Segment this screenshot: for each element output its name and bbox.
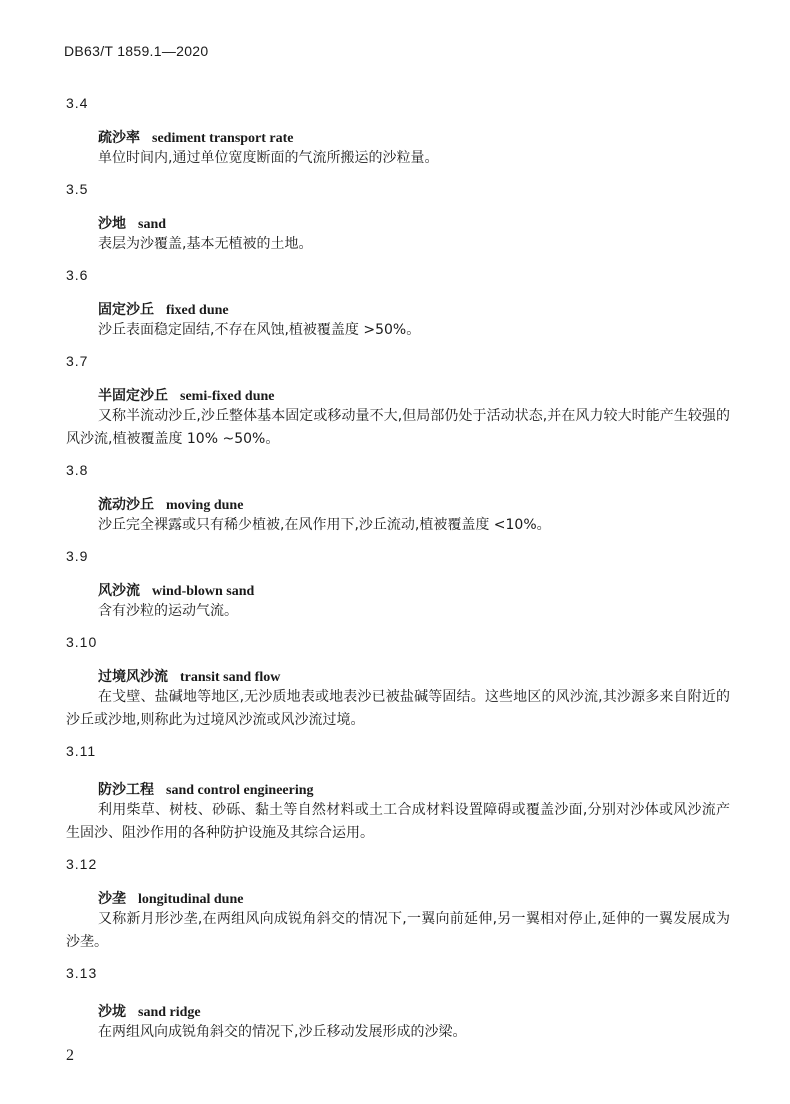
clause-number: 3.12 [66, 856, 98, 872]
term-en: moving dune [166, 498, 244, 513]
term-en: semi-fixed dune [180, 389, 275, 404]
term-en: longitudinal dune [138, 892, 244, 907]
term-zh: 防沙工程 [98, 782, 154, 798]
term-zh: 沙地 [98, 216, 126, 232]
term-en: transit sand flow [180, 670, 281, 685]
term-en: sand control engineering [166, 783, 314, 798]
term-definition: 又称新月形沙垄,在两组风向成锐角斜交的情况下,一翼向前延伸,另一翼相对停止,延伸的一翼发展成为沙垄。 [66, 911, 730, 950]
page-number: 2 [66, 1047, 74, 1064]
term-definition: 利用柴草、树枝、砂砾、黏土等自然材料或土工合成材料设置障碍或覆盖沙面,分别对沙体或风沙流产生固沙、阻沙作用的各种防护设施及其综合运用。 [66, 802, 730, 841]
term-definition: 沙丘完全裸露或只有稀少植被,在风作用下,沙丘流动,植被覆盖度 <10%。 [98, 517, 551, 533]
term-definition: 含有沙粒的运动气流。 [98, 603, 238, 619]
term-heading [98, 127, 294, 147]
term-definition: 在两组风向成锐角斜交的情况下,沙丘移动发展形成的沙梁。 [98, 1024, 467, 1040]
term-heading [98, 779, 314, 799]
term-zh: 固定沙丘 [98, 302, 154, 318]
term-zh: 沙垅 [98, 1004, 126, 1020]
term-heading [98, 213, 166, 233]
term-definition: 单位时间内,通过单位宽度断面的气流所搬运的沙粒量。 [98, 150, 439, 166]
term-en: wind-blown sand [152, 584, 255, 599]
term-en: sand ridge [138, 1005, 201, 1020]
term-en: fixed dune [166, 303, 229, 318]
clause-number: 3.11 [66, 743, 97, 759]
term-definition: 沙丘表面稳定固结,不存在风蚀,植被覆盖度 >50%。 [98, 322, 421, 338]
term-heading [98, 666, 280, 686]
term-zh: 沙垄 [98, 891, 126, 907]
clause-number: 3.13 [66, 965, 98, 981]
clause-number: 3.10 [66, 634, 98, 650]
term-en: sand [138, 217, 167, 232]
clause-number: 3.7 [66, 353, 89, 369]
term-zh: 流动沙丘 [98, 497, 154, 513]
term-zh: 半固定沙丘 [98, 388, 168, 404]
clause-number: 3.4 [66, 95, 89, 111]
term-definition: 表层为沙覆盖,基本无植被的土地。 [98, 236, 313, 252]
term-heading [98, 385, 275, 405]
clause-number: 3.5 [66, 181, 89, 197]
clause-number: 3.9 [66, 548, 89, 564]
term-en: sediment transport rate [152, 131, 294, 146]
standard-code: DB63/T 1859.1—2020 [64, 43, 209, 59]
term-definition: 又称半流动沙丘,沙丘整体基本固定或移动量不大,但局部仍处于活动状态,并在风力较大时能产生较强的风沙流,植被覆盖度 10% ~50%。 [66, 408, 730, 447]
term-zh: 风沙流 [98, 583, 140, 599]
clause-number: 3.8 [66, 462, 89, 478]
term-zh: 疏沙率 [98, 130, 140, 146]
term-zh: 过境风沙流 [98, 669, 168, 685]
clause-number: 3.6 [66, 267, 89, 283]
term-heading [98, 494, 243, 514]
term-heading [98, 1001, 201, 1021]
term-heading [98, 580, 254, 600]
term-heading [98, 888, 243, 908]
term-heading [98, 299, 229, 319]
term-definition: 在戈壁、盐碱地等地区,无沙质地表或地表沙已被盐碱等固结。这些地区的风沙流,其沙源多来自附近的沙丘或沙地,则称此为过境风沙流或风沙流过境。 [66, 689, 730, 728]
